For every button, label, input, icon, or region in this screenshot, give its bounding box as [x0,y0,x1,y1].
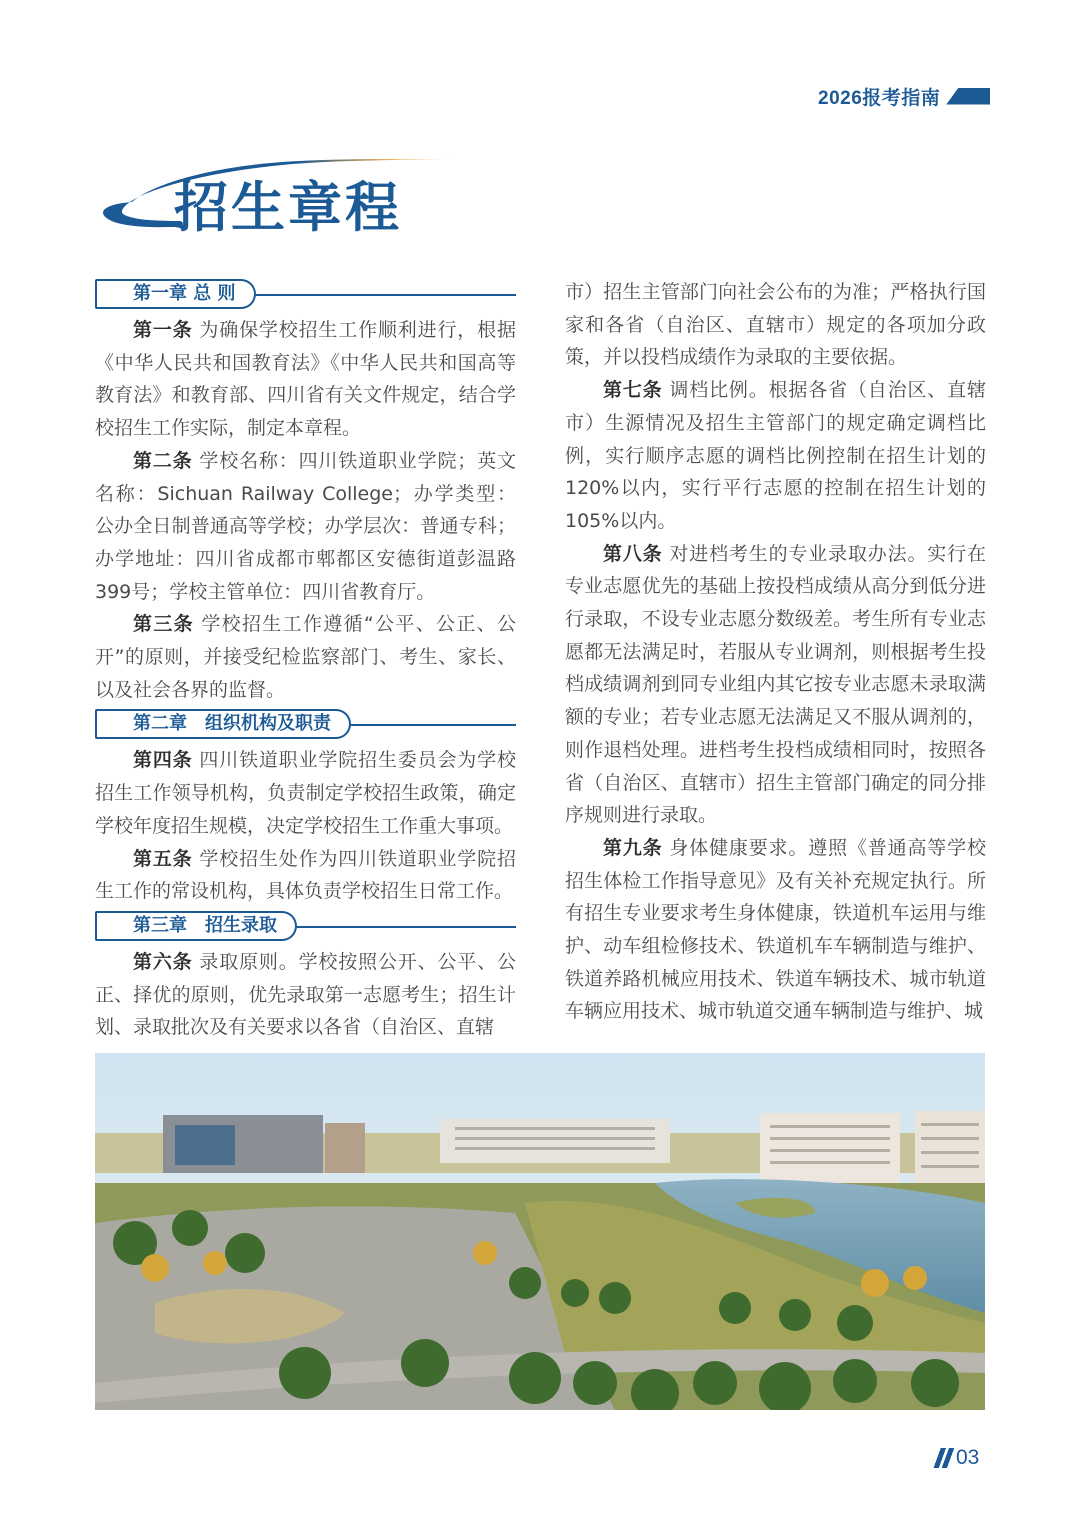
article-paragraph [565,538,986,832]
article-paragraph [95,946,516,1044]
article-paragraph [565,832,986,1028]
guide-header [818,84,990,108]
article-text: 学校名称：四川铁道职业学院；英文名称：Sichuan Railway College；办学类型：公办全日制普通高等学校；办学层次：普通专科；办学地址：四川省成都市郫都区安德街道彭温路399号；学校主管单位：四川省教育厅。 [95,449,516,603]
article-text: 录取原则。学校按照公开、公平、公正、择优的原则，优先录取第一志愿考生；招生计划、录取批次及有关要求以各省（自治区、直辖 [95,950,516,1039]
article-text: 对进档考生的专业录取办法。实行在专业志愿优先的基础上按投档成绩从高分到低分进行录取，不设专业志愿分数级差。考生所有专业志愿都无法满足时，若服从专业调剂，则根据考生投档成绩调剂到同专业组内其它按专业志愿未录取满额的专业；若专业志愿无法满足又不服从调剂的，则作退档处理。进档考生投档成绩相同时，按照各省（自治区、直辖市）招生主管部门确定的同分排序规则进行录取。 [565,542,986,827]
section-title-block [92,152,462,247]
chapter-heading [95,910,516,942]
article-label: 第六条 [133,950,193,973]
article-label: 第七条 [603,379,663,402]
article-paragraph [95,843,516,908]
campus-aerial-image [95,1053,985,1410]
header-accent-bar [946,88,990,105]
page-title: 招生章程 [174,176,402,239]
article-label: 第一条 [133,319,193,341]
article-label: 第九条 [603,836,663,859]
left-column [95,276,516,1044]
article-label: 第五条 [133,847,193,870]
article-paragraph [95,744,516,842]
right-column [565,276,986,1028]
article-label: 第八条 [603,542,663,565]
chapter-heading [95,708,516,740]
page-slash-icon [932,1448,954,1468]
article-text: 学校招生工作遵循“公平、公正、公开”的原则，并接受纪检监察部门、考生、家长、以及社会各界的监督。 [95,613,516,701]
article-paragraph [95,445,516,609]
article-text: 为确保学校招生工作顺利进行，根据《中华人民共和国教育法》《中华人民共和国高等教育法》和教育部、四川省有关文件规定，结合学校招生工作实际，制定本章程。 [95,319,516,440]
chapter-label: 第一章 总 则 [95,279,256,309]
article-text: 四川铁道职业学院招生委员会为学校招生工作领导机构，负责制定学校招生政策，确定学校年度招生规模，决定学校招生工作重大事项。 [95,749,516,837]
article-label: 第二条 [133,449,193,472]
article-text: 身体健康要求。遵照《普通高等学校招生体检工作指导意见》及有关补充规定执行。所有招生专业要求考生身体健康，铁道机车运用与维护、动车组检修技术、铁道机车车辆制造与维护、铁道养路机械应用技术、铁道车辆技术、城市轨道车辆应用技术、城市轨道交通车辆制造与维护、城 [565,836,986,1023]
chapter-label: 第三章 招生录取 [95,911,297,941]
article-text: 学校招生处作为四川铁道职业学院招生工作的常设机构，具体负责学校招生日常工作。 [95,847,516,903]
article-text: 调档比例。根据各省（自治区、直辖市）生源情况及招生主管部门的规定确定调档比例，实行顺序志愿的调档比例控制在招生计划的120%以内，实行平行志愿的控制在招生计划的105%以内。 [565,379,986,532]
chapter-heading [95,278,516,310]
article-paragraph [95,608,516,706]
article-label: 第三条 [133,613,194,636]
article-paragraph [565,374,986,538]
chapter-label: 第二章 组织机构及职责 [95,709,351,739]
article-label: 第四条 [133,749,193,772]
article-paragraph [95,314,516,445]
guide-label: 2026报考指南 [818,87,941,109]
article-continuation: 市）招生主管部门向社会公布的为准；严格执行国家和各省（自治区、直辖市）规定的各项加分政策，并以投档成绩作为录取的主要依据。 [565,281,986,369]
page-number [932,1445,979,1471]
page-number-text: 03 [956,1446,980,1469]
campus-photo [95,1053,985,1410]
